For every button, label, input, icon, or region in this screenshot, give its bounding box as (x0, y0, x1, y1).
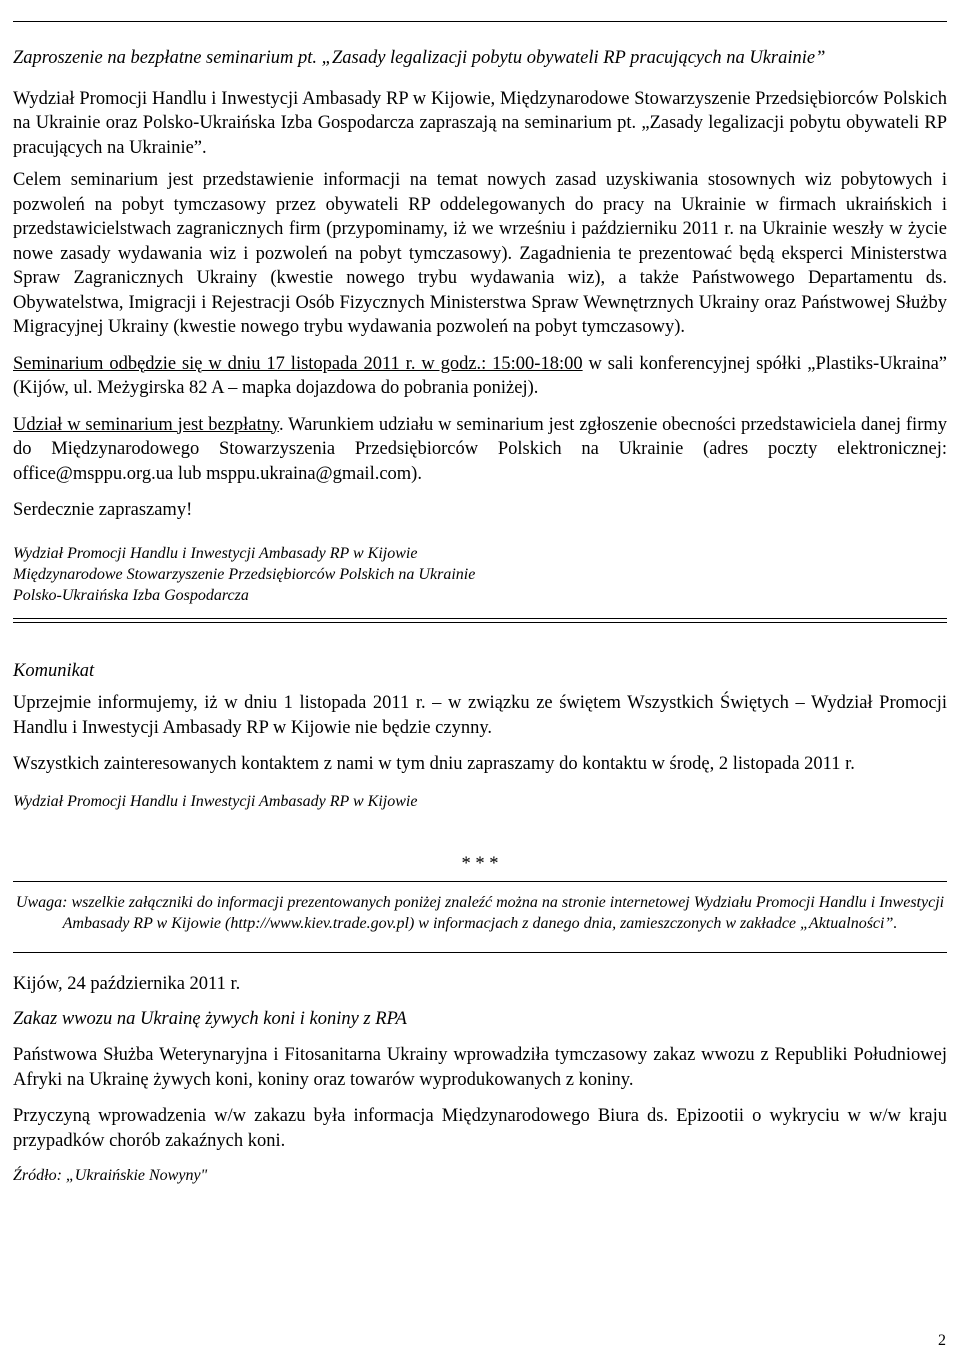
separator-rule (13, 881, 947, 882)
seminar-registration-paragraph (13, 413, 947, 487)
seminar-intro: Wydział Promocji Handlu i Inwestycji Ambasady RP w Kijowie, Międzynarodowe Stowarzyszenie Przedsiębiorców Polskich na Ukrainie oraz Polsko-Ukraińska Izba Gospodarcza zapraszają na seminarium pt. „Zasady legalizacji pobytu obywateli RP pracujących na Ukrainie”. (13, 88, 947, 158)
top-rule (13, 21, 947, 22)
attachments-note: Uwaga: wszelkie załączniki do informacji prezentowanych poniżej znaleźć można na stronie internetowej Wydziału Promocji Handlu i Inwestycji Ambasady RP w Kijowie (http://www.kiev.trade.gov.pl) w informacjach z danego dnia, zamieszczonych w zakładce „Aktualności”. (15, 894, 945, 932)
seminar-venue: w sali konferencyjnej spółki „Plastiks-Ukraina” (Kijów, ul. Meżygirska 82 A – mapka dojazdowa do pobrania poniżej). (13, 353, 947, 398)
signature-line: Międzynarodowe Stowarzyszenie Przedsiębiorców Polskich na Ukrainie (13, 565, 476, 583)
seminar-date: Seminarium odbędzie się w dniu 17 listopada 2011 r. w godz.: 15:00-18:00 (13, 353, 583, 374)
separator-asterisks: * * * (461, 853, 499, 874)
page-number: 2 (938, 1332, 946, 1349)
news-title: Zakaz wwozu na Ukrainę żywych koni i koniny z RPA (13, 1008, 407, 1029)
news-dateline: Kijów, 24 października 2011 r. (13, 974, 241, 994)
notice-signature: Wydział Promocji Handlu i Inwestycji Ambasady RP w Kijowie (13, 792, 418, 810)
seminar-signatures (13, 543, 947, 606)
notice-paragraph-1: Uprzejmie informujemy, iż w dniu 1 listopada 2011 r. – w związku ze świętem Wszystkich Świętych – Wydział Promocji Handlu i Inwestycji Ambasady RP w Kijowie nie będzie czynny. (13, 693, 947, 738)
notice-paragraph-2: Wszystkich zainteresowanych kontaktem z nami w tym dniu zapraszamy do kontaktu w środę, 2 listopada 2011 r. (13, 754, 855, 774)
seminar-body: Celem seminarium jest przedstawienie informacji na temat nowych zasad uzyskiwania stosownych wiz pobytowych i pozwoleń na pobyt tymczasowy przez obywateli RP oddelegowanych do pracy na Ukrainie w firmach ukraińskich i przedstawicielstwach zagranicznych firm (przypominamy, iż we wrześniu i październiku 2011 r. na Ukrainie weszły w życie nowe zasady wydawania wiz i pozwoleń na pobyt tymczasowy). Zagadnienia te prezentować będą eksperci Ministerstwa Spraw Zagranicznych Ukrainy (kwestie nowego trybu wydawania wiz), a także Państwowego Departamentu ds. Obywatelstwa, Imigracji i Rejestracji Osób Fizycznych Ministerstwa Spraw Wewnętrznych Ukrainy oraz Państwowej Służby Migracyjnej Ukrainy (kwestie nowego trybu wydawania pozwoleń na pobyt tymczasowy). (13, 170, 947, 337)
section-divider (13, 618, 947, 623)
seminar-registration: . Warunkiem udziału w seminarium jest zgłoszenie obecności przedstawiciela danej firmy do Międzynarodowego Stowarzyszenia Przedsiębiorców Polskich na Ukrainie (adres poczty elektronicznej: office@msppu.org.ua lub msppu.ukraina@gmail.com). (13, 414, 947, 484)
seminar-closing: Serdecznie zapraszamy! (13, 500, 193, 520)
signature-line: Wydział Promocji Handlu i Inwestycji Ambasady RP w Kijowie (13, 544, 418, 562)
signature-line: Polsko-Ukraińska Izba Gospodarcza (13, 586, 249, 604)
seminar-free-notice: Udział w seminarium jest bezpłatny (13, 414, 279, 435)
news-paragraph-2: Przyczyną wprowadzenia w/w zakazu była informacja Międzynarodowego Biura ds. Epizootii o wykryciu w w/w kraju przypadków chorób zakaźnych koni. (13, 1106, 947, 1151)
seminar-title: Zaproszenie na bezpłatne seminarium pt. „Zasady legalizacji pobytu obywateli RP pracujących na Ukrainie” (13, 48, 826, 68)
news-paragraph-1: Państwowa Służba Weterynaryjna i Fitosanitarna Ukrainy wprowadziła tymczasowy zakaz wwozu z Republiki Południowej Afryki na Ukrainę żywych koni, koniny oraz towarów wyprodukowanych z koniny. (13, 1045, 947, 1090)
news-source: Źródło: „Ukraińskie Nowyny" (13, 1167, 208, 1184)
document-page (13, 46, 947, 1186)
notice-heading: Komunikat (13, 660, 95, 681)
news-rule (13, 952, 947, 953)
seminar-date-paragraph (13, 352, 947, 401)
